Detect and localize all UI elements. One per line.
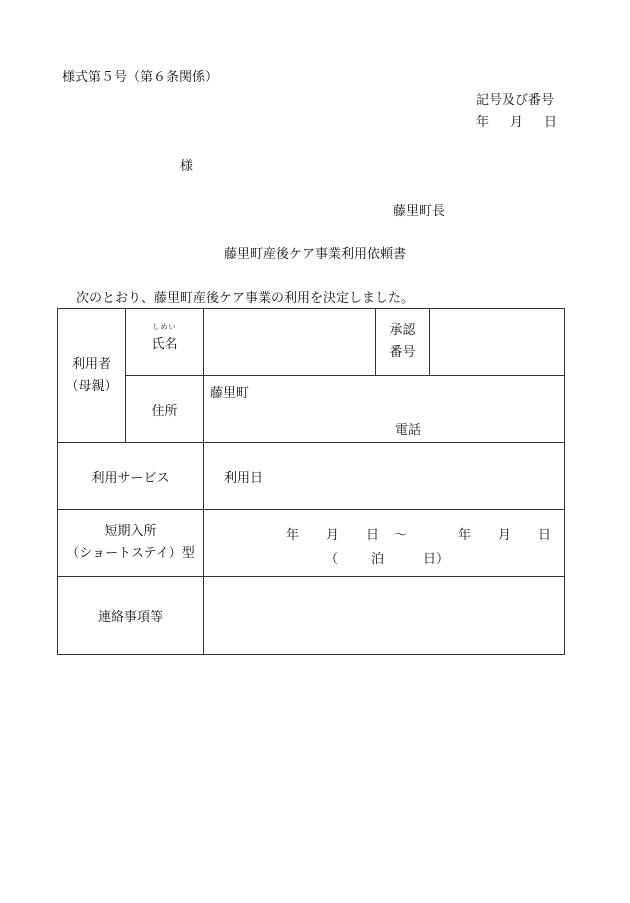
stay-from-month: 月 xyxy=(326,528,340,543)
name-ruby-text: しめい xyxy=(152,322,177,331)
issue-date-month: 月 xyxy=(510,115,524,130)
document-number-label: 記号及び番号 xyxy=(476,93,555,108)
stay-to-year: 年 xyxy=(458,528,472,543)
approval-number-field[interactable] xyxy=(430,309,565,376)
service-label-cell xyxy=(58,443,204,510)
approval-label-cell xyxy=(376,309,430,376)
address-label: 住所 xyxy=(151,403,178,419)
approval-number-label: 番号 xyxy=(389,345,416,360)
name-field[interactable] xyxy=(204,309,376,376)
issue-date xyxy=(476,111,557,130)
stay-period-range xyxy=(286,524,551,543)
address-label-cell xyxy=(126,376,204,443)
recipient-honorific: 様 xyxy=(180,159,194,174)
approval-label: 承認 xyxy=(389,323,416,338)
service-label: 利用サービス xyxy=(91,470,170,486)
request-form-table xyxy=(57,308,565,655)
sender-name: 藤里町長 xyxy=(393,204,446,219)
stay-tilde: ～ xyxy=(394,528,408,543)
nights-open: （ xyxy=(325,552,339,567)
stay-from-year: 年 xyxy=(286,528,300,543)
address-value: 藤里町 xyxy=(210,386,250,401)
stay-nights xyxy=(325,548,449,567)
notes-label-cell xyxy=(58,577,204,655)
notes-label: 連絡事項等 xyxy=(97,610,163,625)
stay-period-field[interactable] xyxy=(204,510,565,577)
form-number: 様式第５号（第６条関係） xyxy=(62,70,219,85)
user-label-cell xyxy=(58,309,126,443)
stay-from-day: 日 xyxy=(366,528,380,543)
days-close: 日） xyxy=(423,552,450,567)
short-stay-label-cell xyxy=(58,510,204,577)
stay-to-month: 月 xyxy=(498,528,512,543)
notes-field[interactable] xyxy=(204,577,565,655)
name-label-cell xyxy=(126,309,204,376)
nights-label: 泊 xyxy=(371,552,385,567)
address-field[interactable] xyxy=(204,376,565,443)
user-label-mother: （母親） xyxy=(65,378,118,394)
user-label: 利用者 xyxy=(71,356,111,372)
stay-to-day: 日 xyxy=(538,528,552,543)
document-title: 藤里町産後ケア事業利用依頼書 xyxy=(223,247,406,262)
short-stay-label: 短期入所 xyxy=(104,524,157,539)
intro-text: 次のとおり、藤里町産後ケア事業の利用を決定しました。 xyxy=(76,291,415,306)
issue-date-year: 年 xyxy=(476,115,490,130)
name-label-ruby xyxy=(151,322,178,352)
service-date-field[interactable] xyxy=(204,443,565,510)
service-date-label: 利用日 xyxy=(224,470,264,486)
issue-date-day: 日 xyxy=(544,115,558,130)
name-label: 氏名 xyxy=(151,336,178,352)
phone-label: 電話 xyxy=(395,423,422,438)
short-stay-type-label: （ショートステイ）型 xyxy=(66,546,195,561)
